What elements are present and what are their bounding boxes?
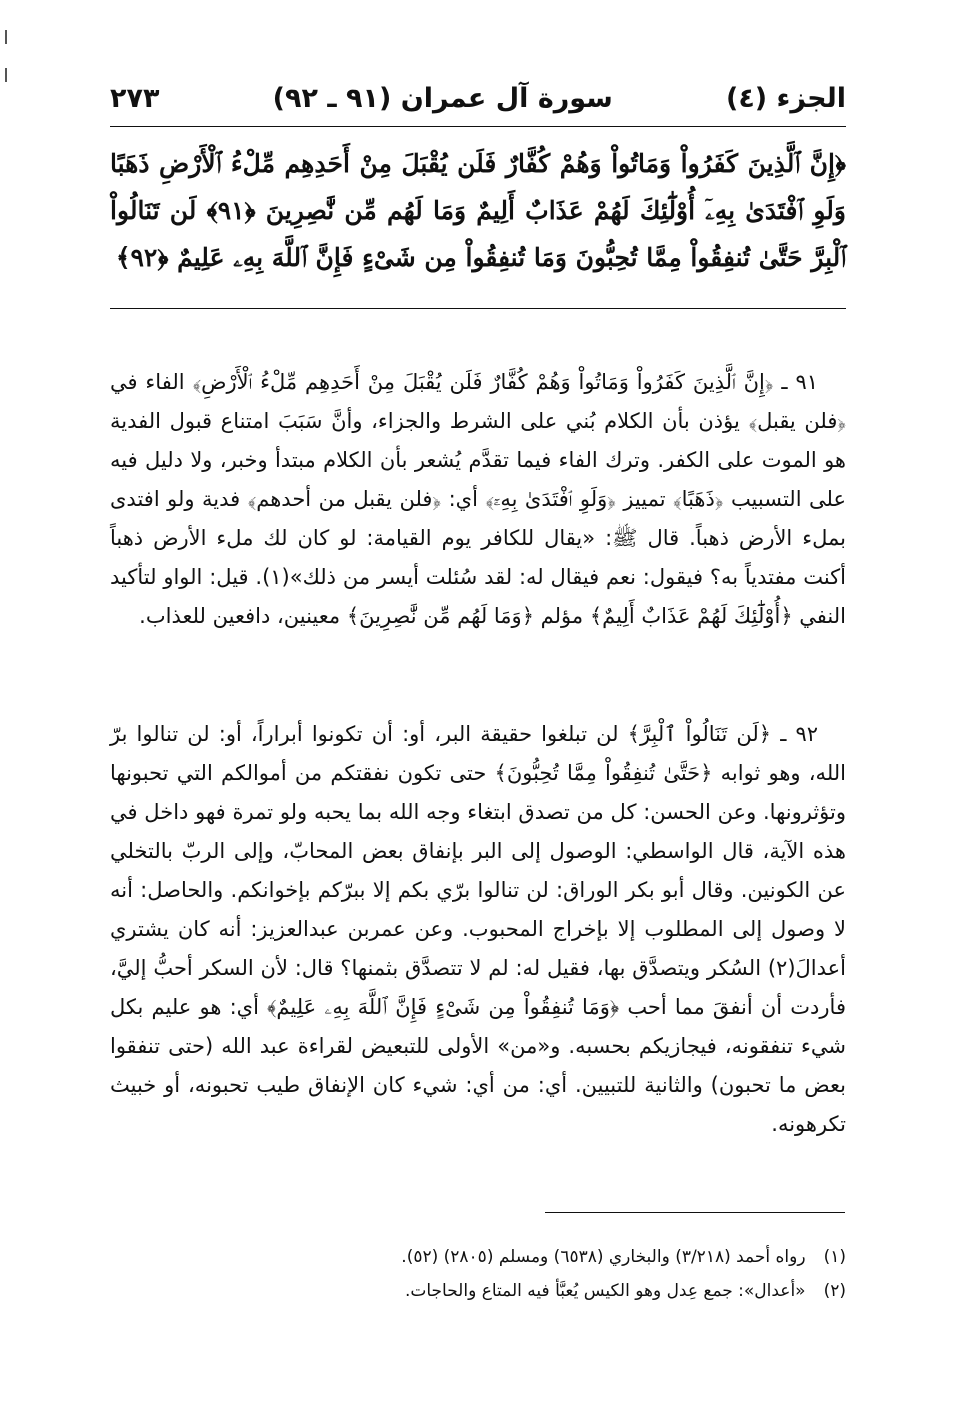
header-divider: [110, 126, 846, 127]
footnote-2: [110, 1274, 846, 1308]
page-header: [110, 78, 846, 118]
footnote-text: «أعدال»: جمع عِدل وهو الكيس يُعبَّأ فيه المتاع والحاجات.: [404, 1281, 806, 1301]
commentary-verse-92: ٩٢ ـ ﴿لَن تَنَالُواْ ٱلْبِرَّ﴾ لن تبلغوا حقيقة البر، أو: أن تكونوا أبراراً، أو: لن تنالوا برّ الله، وهو ثوابه ﴿حَتَّىٰ تُنفِقُواْ مِمَّا تُحِبُّونَ﴾ حتى تكون نفقتكم من أموالكم التي تحبونها وتؤثرونها. وعن الحسن: كل من تصدق ابتغاء وجه الله بما يحبه ولو تمرة فهو داخل في هذه الآية، قال الواسطي: الوصول إلى البر بإنفاق بعض المحابّ، وإلى الربّ بالتخلي عن الكونين. وقال أبو بكر الوراق: لن تنالوا برّي بكم إلا ببرّكم بإخوانكم. والحاصل: أنه لا وصول إلى المطلوب إلا بإخراج المحبوب. وعن عمربن عبدالعزيز: أنه كان يشتري أعدالَ(٢) السُكر ويتصدَّق بها، فقيل له: لم لا تتصدَّق بثمنها؟ قال: لأن السكر أحبُّ إليَّ، فأردت أن أنفقَ مما أحب ﴿وَمَا تُنفِقُواْ مِن شَىْءٍ فَإِنَّ ٱللَّهَ بِهِۦ عَلِيمٌ﴾ أي: هو عليم بكل شيء تنفقونه، فيجازيكم بحسبه. و«من» الأولى للتبعيض لقراءة عبد الله (حتى تنفقوا بعض ما تحبون) والثانية للتبيين. أي: من أي: شيء كان الإنفاق طيب تحبونه، أو خبيث تكرهونه.: [110, 722, 846, 1136]
juz-label: الجزء (٤): [725, 82, 846, 114]
footnote-1: [110, 1240, 846, 1274]
footnotes: [110, 1240, 846, 1308]
footnote-number: (١): [823, 1247, 846, 1267]
surah-title: سورة آل عمران (٩١ ـ ٩٢): [272, 82, 613, 114]
verses-divider: [110, 308, 846, 309]
footnote-text: رواه أحمد (٣/٢١٨) والبخاري (٦٥٣٨) ومسلم (٢٨٠٥) (٥٢).: [401, 1247, 806, 1267]
page-number: ٢٧٣: [110, 82, 160, 114]
quran-verses: ﴿إِنَّ ٱلَّذِينَ كَفَرُواْ وَمَاتُواْ وَهُمْ كُفَّارٌ فَلَن يُقْبَلَ مِنْ أَحَدِهِم مِّلْءُ ٱلْأَرْضِ ذَهَبًا وَلَوِ ٱفْتَدَىٰ بِهِۦٓ أُوْلَٰٓئِكَ لَهُمْ عَذَابٌ أَلِيمٌ وَمَا لَهُم مِّن نَّٰصِرِينَ ﴿٩١﴾ لَن تَنَالُواْ ٱلْبِرَّ حَتَّىٰ تُنفِقُواْ مِمَّا تُحِبُّونَ وَمَا تُنفِقُواْ مِن شَىْءٍ فَإِنَّ ٱللَّهَ بِهِۦ عَلِيمٌ ﴿٩٢﴾: [110, 149, 846, 272]
commentary-verse-91: ٩١ ـ ﴿إِنَّ ٱلَّذِينَ كَفَرُواْ وَمَاتُواْ وَهُمْ كُفَّارٌ فَلَن يُقْبَلَ مِنْ أَحَدِهِم مِّلْءُ ٱلْأَرْضِ﴾ الفاء في ﴿فلن يقبل﴾ يؤذن بأن الكلام بُني على الشرط والجزاء، وأنَّ سَبَبَ امتناع قبول الفدية هو الموت على الكفر. وترك الفاء فيما تقدَّم يُشعر بأن الكلام مبتدأ وخبر، ولا دليل فيه على التسبيب ﴿ذَهَبًا﴾ تمييز ﴿وَلَوِ ٱفْتَدَىٰ بِهِۦٓ﴾ أي: ﴿فلن يقبل من أحدهم﴾ فدية ولو افتدى بملء الأرض ذهباً. قال ﷺ: «يقال للكافر يوم القيامة: لو كان لك ملء الأرض ذهباً أكنت مفتدياً به؟ فيقول: نعم فيقال له: لقد سُئلت أيسر من ذلك»(١). قيل: الواو لتأكيد النفي ﴿أُوْلَٰٓئِكَ لَهُمْ عَذَابٌ أَلِيمٌ﴾ مؤلم ﴿وَمَا لَهُم مِّن نَّٰصِرِينَ﴾ معينين، دافعين للعذاب.: [110, 370, 846, 628]
footnote-divider: [545, 1212, 845, 1213]
footnote-number: (٢): [823, 1281, 846, 1301]
margin-marks: [5, 30, 7, 110]
